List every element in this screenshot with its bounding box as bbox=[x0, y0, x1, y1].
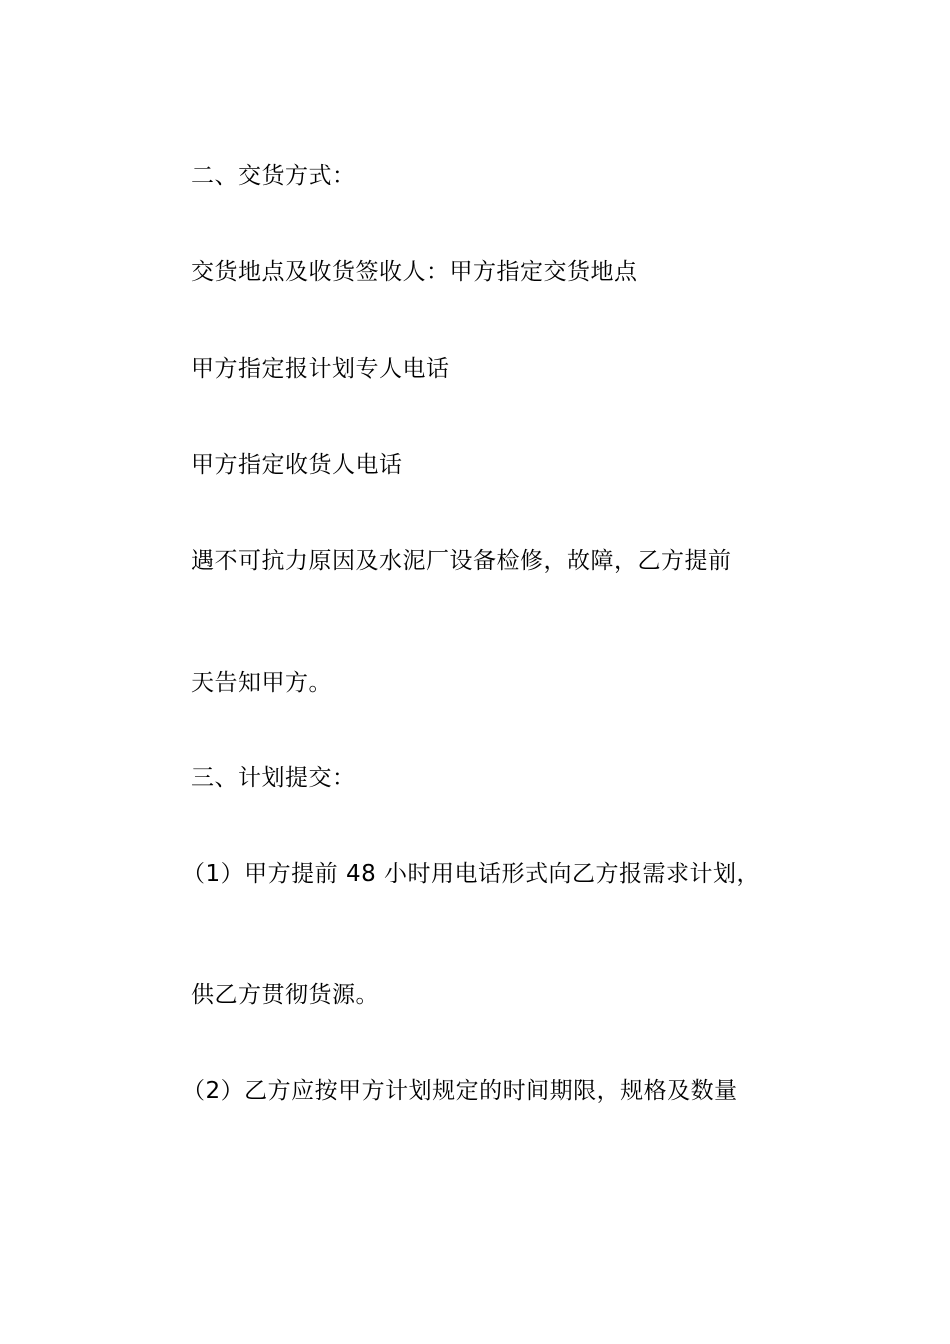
delivery-location-line: 交货地点及收货签收人：甲方指定交货地点 bbox=[191, 259, 638, 285]
plan-item-2-line: （2）乙方应按甲方计划规定的时间期限，规格及数量 bbox=[182, 1078, 738, 1104]
plan-item-1-continuation: 供乙方贯彻货源。 bbox=[191, 982, 379, 1008]
plan-contact-phone-line: 甲方指定报计划专人电话 bbox=[191, 356, 450, 382]
receiver-phone-line: 甲方指定收货人电话 bbox=[191, 452, 403, 478]
section-heading-plan-submission: 三、计划提交： bbox=[191, 765, 356, 791]
notify-party-a-line: 天告知甲方。 bbox=[191, 670, 332, 696]
plan-item-1-line: （1）甲方提前 48 小时用电话形式向乙方报需求计划， bbox=[182, 861, 761, 887]
force-majeure-line: 遇不可抗力原因及水泥厂设备检修，故障，乙方提前 bbox=[191, 548, 732, 574]
section-heading-delivery-method: 二、交货方式： bbox=[191, 163, 356, 189]
